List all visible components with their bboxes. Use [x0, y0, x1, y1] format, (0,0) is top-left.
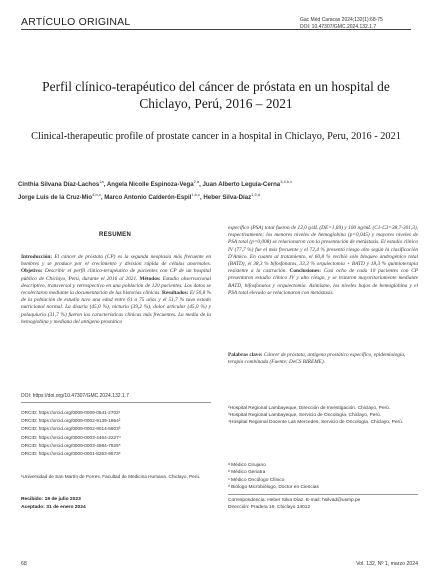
received-date: Recibido: 19 de julio 2023 [21, 497, 81, 502]
results-label: Resultados: [162, 290, 189, 297]
affiliation-1: ¹Universidad de San Martín de Porres, Facultad de Medicina Humana. Chiclayo, Perú. [21, 474, 201, 479]
journal-citation: Gac Méd Caracas 2024;132(1):68-75 [300, 17, 383, 23]
page-number: 68 [21, 561, 27, 567]
methods-label: Métodos: [139, 275, 161, 282]
keywords [228, 352, 418, 366]
results-text: El 50,8 % de la población de estudio tuvo una edad entre 61 a 75 años y el 51,7 % tuvo estado nutricional normal. La disuria (45,0 %), nicturia (39,2 %), dolor articular (45,0 %) y polaquiuria (31,7 %) fueron las características clínicas más frecuentes. La media de la hemoglobina y mediana del antígeno prostático [21, 290, 211, 325]
doi-rule [21, 402, 211, 403]
role-item: ᵃ Médico Cirujano [228, 463, 266, 468]
author-3: , Juan Alberto Leguía-Cerna [199, 181, 281, 189]
accepted-date: Aceptado: 31 de enero 2024 [21, 504, 86, 510]
affiliation-item: ²Hospital Regional Lambayeque, Dirección de Investigación. Chiclayo, Perú. [228, 406, 391, 411]
affiliation-item: ³Hospital Regional Lambayeque, Servicio de Oncología. Chiclayo, Perú. [228, 413, 382, 418]
orcid-list [21, 409, 211, 458]
authors-block [18, 177, 414, 203]
authors-line-2 [18, 190, 414, 203]
conclusions-text: Casi ocho de cada 10 pacientes con CP presentaron estadio clínico IV y alto riesgo, y se trataron mayoritariamente mediante BATD, bifosfonatos y orquiectomía. Asimismo, los niveles bajos de hemoglobina y el PSA total elevado se relacionaron con metástasis. [228, 268, 418, 296]
orcid-item[interactable]: ORCID: https://orcid.org/0009-0002-9139-1964² [21, 418, 121, 424]
section-label: ARTÍCULO ORIGINAL [21, 16, 131, 28]
correspondence-rule [228, 494, 418, 495]
title-spanish: Perfil clínico-terapéutico del cáncer de próstata en un hospital de Chiclayo, Perú, 2016 – 2021 [42, 79, 390, 111]
keywords-text: Cáncer de próstata, antígeno prostático específico, epidemiología, terapia combinada (Fuente: DeCS BIREME). [228, 352, 406, 366]
objective-text: Describir el perfil clínico-terapéutico de pacientes con CP de un hospital público de Chiclayo, Perú, durante el 2016 al 2021. [21, 268, 211, 282]
conclusions-label: Conclusiones: [289, 268, 322, 275]
intro-text: El cáncer de próstata (CP) es la segunda neoplasia más frecuente en hombres y se produce por el crecimiento y división rápida de células anormales. [21, 254, 211, 268]
orcid-item[interactable]: ORCID: https://orcid.org/0009-0003-4984-7825⁵ [21, 442, 121, 448]
results-continued-text: específico (PSA) total fueron de 12,0 g/dL (DE=1,69) y 100 ng/mL (C1-C3=38,7-301,3), respectivamente; los menores niveles de hemoglobina (p=0,045) y mayores niveles de PSA total (p=0,008) se relacionaron con la presentación de metástasis. El estadio clínico IV (77,7 %) fue el más frecuente y el 72,4 % presentó riesgo alto según la clasificación D'Amico. En cuanto al tratamiento, el 60,8 % recibió solo bloqueo androgénico total (BATD), el 38,3 % bifosfonatos, 33,3 % orquiectomía + BATD y 18,3 % quimioterapia resistente a la castración. [228, 225, 418, 275]
role-item: ᶜ Médico Oncólogo Clínico [228, 477, 285, 483]
methods-text: Estudio observacional descriptivo, transversal y retrospectivo en una población de 120 pacientes. Los datos se recolectaron mediante la documentación de las historias clínicas. [21, 275, 211, 297]
affiliation-item: ⁴Hospital Regional Docente Las Mercedes, Servicio de Oncología. Chiclayo, Perú. [228, 420, 404, 425]
affiliations-right [228, 405, 418, 426]
author-6: , Heber Silva-Díaz [200, 194, 252, 202]
orcid-item[interactable]: ORCID: https://orcid.org/0009-0009-0541-2702¹ [21, 410, 121, 415]
orcid-item[interactable]: ORCID: https://orcid.org/0000-0001-8263-9673⁶ [21, 451, 121, 457]
author-5-sup: 1,b,c [191, 192, 201, 198]
orcid-item[interactable]: ORCID: https://orcid.org/0009-0002-9014-5603³ [21, 426, 121, 432]
title-english: Clinical-therapeutic profile of prostate cancer in a hospital in Chiclayo, Peru, 2016 - 2021 [31, 131, 401, 142]
resumen-heading: RESUMEN [99, 232, 132, 238]
keywords-label: Palabras clave: [228, 352, 263, 358]
abstract-left-column [21, 254, 211, 326]
abstract-right-column [228, 225, 418, 297]
role-item: ᵇ Médico Geriatra [228, 470, 266, 476]
correspondence-address: Dirección: Pradera 19, Chiclayo 14012 [228, 505, 311, 511]
correspondence [228, 497, 418, 511]
journal-doi: DOI: 10.47307/GMC.2024.132.1.7 [300, 23, 377, 30]
objective-label: Objetivo: [21, 268, 43, 275]
author-5: , Marco Antonio Calderón-Espil [100, 194, 192, 202]
author-3-sup: 3,4,b,c [280, 179, 293, 184]
author-4: Jorge Luis de la Cruz-Mio [18, 194, 93, 202]
orcid-item[interactable]: ORCID: https://orcid.org/0000-0003-4464-2227⁴ [21, 434, 121, 440]
intro-label: Introducción: [21, 254, 53, 260]
role-item: ᵈ Biólogo Microbiólogo, Doctor en Ciencias [228, 485, 319, 491]
roles-list [228, 462, 418, 492]
volume-info: Vol. 132, Nº 1, marzo 2024 [356, 561, 418, 567]
author-6-sup: 1,5,d [251, 192, 261, 198]
author-4-sup: 4,b,c [92, 192, 101, 198]
author-1: Cinthia Silvana Díaz-Lachos [18, 181, 100, 189]
author-2-sup: 2,a [193, 179, 200, 184]
correspondence-email[interactable]: Correspondencia: Heber Silva Díaz. E-mail: hsilvad@usmp.pe [228, 498, 361, 503]
authors-line-1 [18, 177, 414, 190]
author-1-sup: 1a [99, 179, 104, 184]
dates-block [21, 496, 211, 512]
header-rule [21, 29, 411, 30]
author-2: , Angela Nicolle Espinoza-Vega [103, 181, 194, 189]
article-doi[interactable]: DOI: https://doi.org/10.47307/GMC.2024.132.1.7 [21, 393, 129, 399]
